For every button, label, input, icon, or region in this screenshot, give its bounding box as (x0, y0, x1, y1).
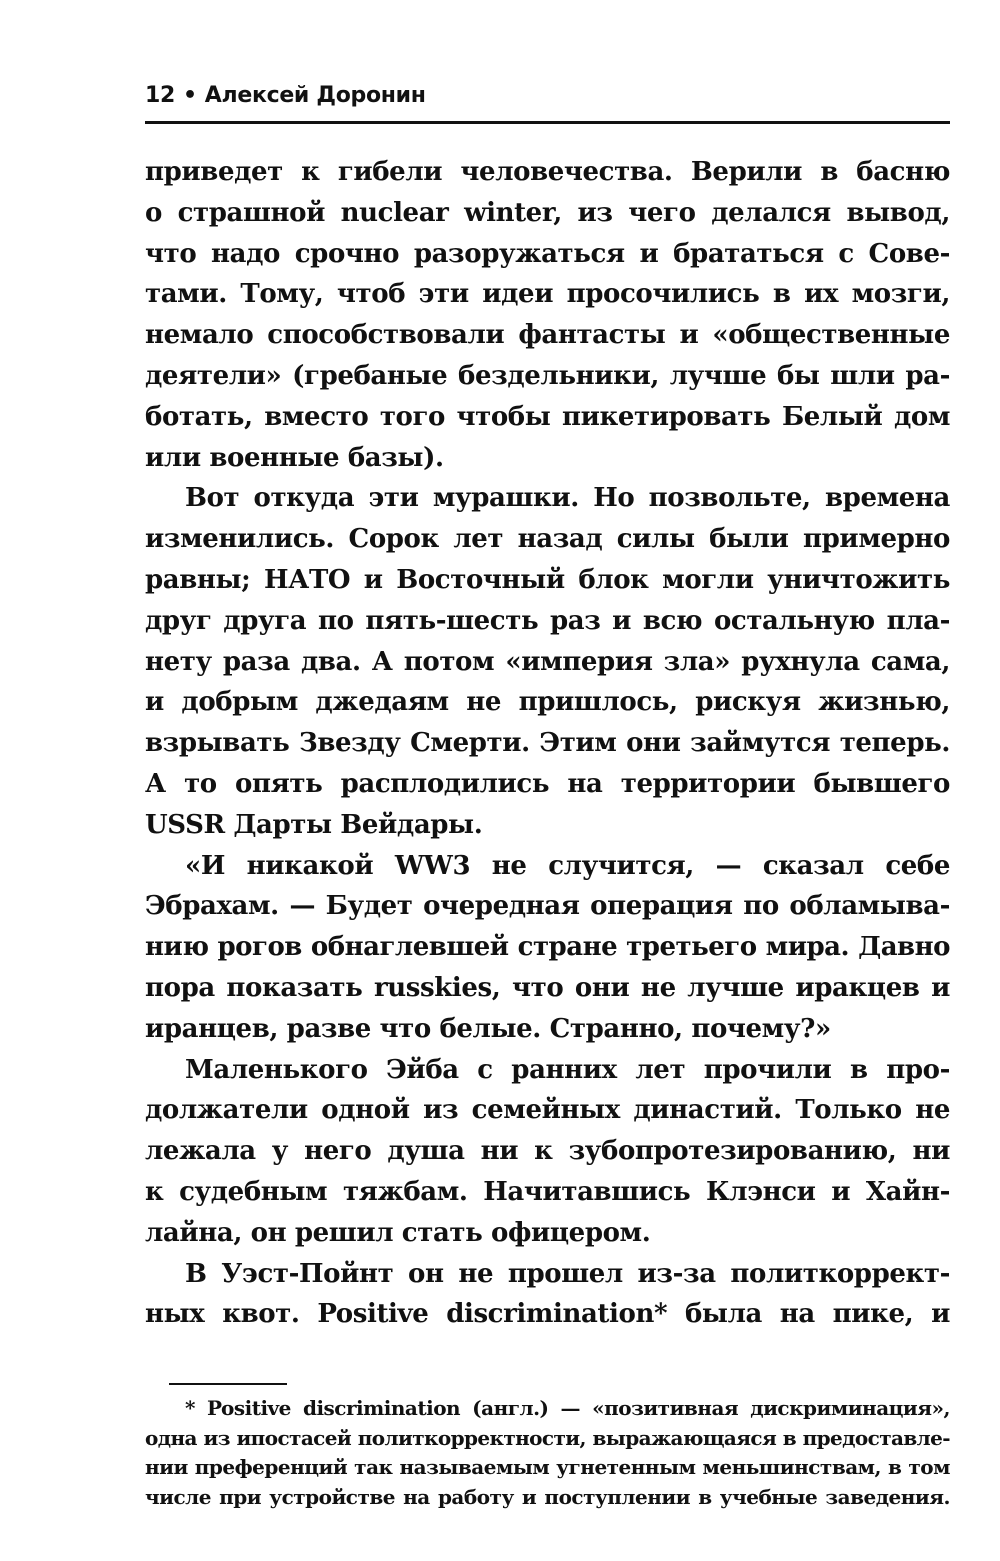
text-line: и добрым джедаям не пришлось, рискуя жизнью, (145, 687, 950, 718)
text-line: лежала у него душа ни к зубопротезированию, ни (145, 1136, 950, 1167)
text-line: Эбрахам. — Будет очередная операция по обламыва- (145, 891, 950, 922)
text-line: USSR Дарты Вейдары. (145, 809, 483, 840)
text-line: изменились. Сорок лет назад силы были примерно (145, 524, 950, 555)
text-line: лайна, он решил стать офицером. (145, 1217, 651, 1248)
running-head (145, 78, 950, 114)
text-line: А то опять расплодились на территории бывшего (145, 768, 950, 799)
author-name: Алексей Доронин (204, 83, 426, 108)
header-separator: • (183, 83, 197, 108)
header-rule (145, 121, 950, 124)
text-line: нету раза два. А потом «империя зла» рухнула сама, (145, 646, 950, 677)
body-text (145, 152, 950, 1335)
page-number: 12 (145, 83, 176, 108)
footnote (145, 1394, 950, 1512)
footnote-line: нии преференций так называемым угнетенным меньшинствам, в том (145, 1455, 950, 1479)
text-line: Маленького Эйба с ранних лет прочили в про- (185, 1054, 950, 1085)
footnote-rule (169, 1383, 287, 1385)
text-line: «И никакой WW3 не случится, — сказал себе (185, 850, 950, 881)
footnote-line: числе при устройстве на работу и поступлении в учебные заведения. (145, 1484, 950, 1509)
text-line: В Уэст-Пойнт он не прошел из-за политкоррект- (185, 1258, 950, 1289)
text-line: приведет к гибели человечества. Верили в басню (145, 157, 950, 187)
text-line: ных квот. Positive discrimination* была на пике, и (145, 1299, 950, 1330)
text-line: должатели одной из семейных династий. Только не (145, 1095, 950, 1126)
text-line: деятели» (гребаные бездельники, лучше бы шли ра- (145, 360, 950, 391)
book-page (145, 0, 950, 1561)
text-line: взрывать Звезду Смерти. Этим они займутся теперь. (145, 728, 950, 759)
text-line: тами. Тому, чтоб эти идеи просочились в их мозги, (145, 279, 950, 310)
footnote-line: * Positive discrimination (англ.) — «позитивная дискриминация», (185, 1396, 950, 1420)
text-line: нию рогов обнаглевшей стране третьего мира. Давно (145, 932, 950, 963)
text-line: ботать, вместо того чтобы пикетировать Белый дом (145, 401, 950, 432)
text-line: друг друга по пять-шесть раз и всю остальную пла- (145, 605, 950, 636)
text-line: или военные базы). (145, 442, 444, 473)
text-line: иранцев, разве что белые. Странно, почему?» (145, 1013, 831, 1044)
text-line: что надо срочно разоружаться и брататься с Сове- (145, 238, 950, 269)
footnote-line: одна из ипостасей политкорректности, выражающаяся в предоставле- (145, 1425, 950, 1450)
text-line: к судебным тяжбам. Начитавшись Клэнси и Хайн- (145, 1176, 950, 1207)
text-line: равны; НАТО и Восточный блок могли уничтожить (145, 564, 950, 595)
text-line: пора показать russkies, что они не лучше иракцев и (145, 972, 950, 1003)
text-line: Вот откуда эти мурашки. Но позвольте, времена (185, 483, 950, 514)
text-line: о страшной nuclear winter, из чего делался вывод, (145, 197, 950, 228)
text-line: немало способствовали фантасты и «общественные (145, 320, 950, 351)
